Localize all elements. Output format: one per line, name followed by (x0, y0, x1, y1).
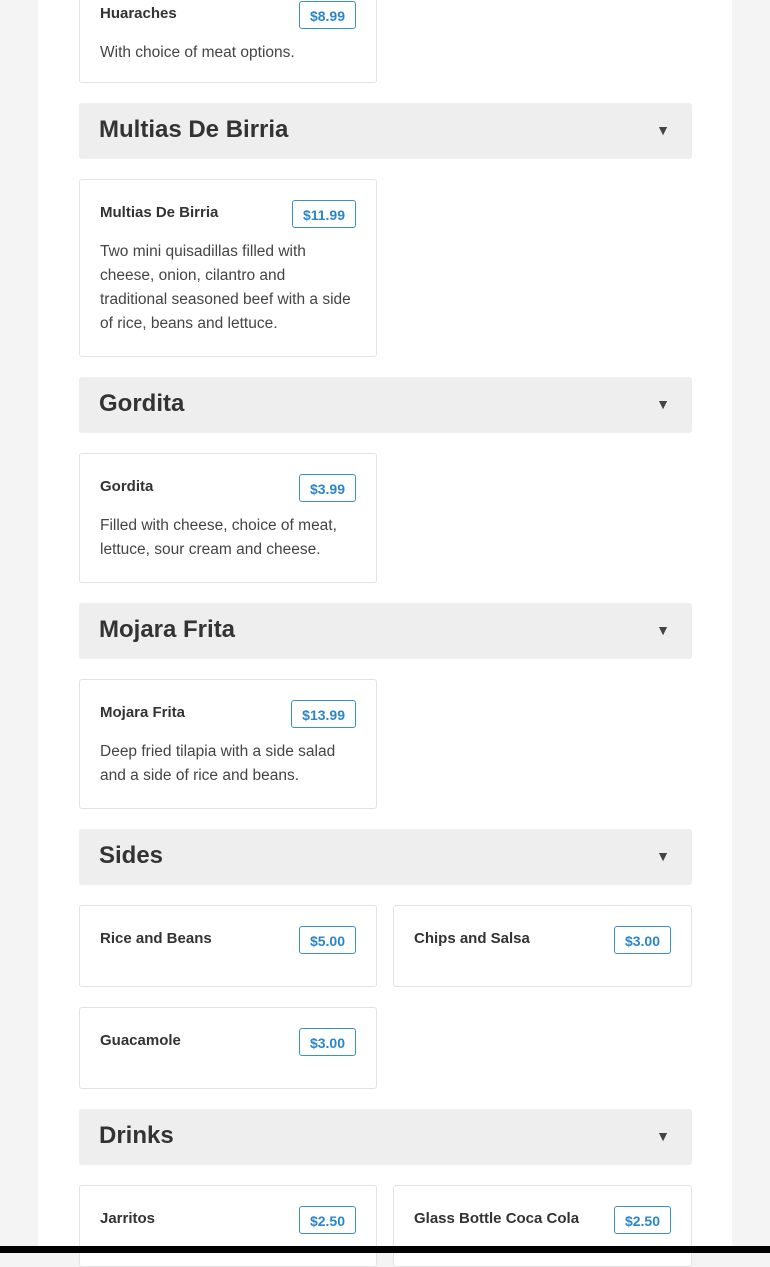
item-price: $3.99 (299, 474, 356, 502)
item-price: $2.50 (299, 1206, 356, 1234)
section-title: Sides (99, 842, 164, 869)
item-price: $8.99 (299, 1, 356, 29)
menu-item-card[interactable] (79, 1185, 377, 1267)
item-name: Glass Bottle Coca Cola (414, 1210, 580, 1227)
item-price: $3.00 (614, 926, 671, 954)
caret-down-icon: ▼ (656, 848, 670, 864)
bottom-edge-bar (0, 1246, 770, 1253)
item-price: $11.99 (292, 200, 356, 228)
section-title: Multias De Birria (99, 116, 289, 143)
item-name: Gordita (100, 478, 154, 495)
menu-item-card[interactable] (393, 1185, 692, 1267)
section-title: Drinks (99, 1122, 174, 1149)
menu-item-card[interactable] (79, 453, 377, 583)
menu-item-card[interactable] (79, 1007, 377, 1089)
section-header-mojara-frita[interactable] (79, 603, 692, 659)
item-price: $2.50 (614, 1206, 671, 1234)
item-price: $13.99 (291, 700, 356, 728)
item-name: Multias De Birria (100, 204, 219, 221)
menu-item-card[interactable] (79, 0, 377, 83)
item-name: Mojara Frita (100, 704, 186, 721)
caret-down-icon: ▼ (656, 122, 670, 138)
item-name: Huaraches (100, 5, 177, 22)
menu-item-card[interactable] (79, 179, 377, 357)
section-header-gordita[interactable] (79, 377, 692, 433)
item-name: Guacamole (100, 1032, 181, 1049)
menu-item-card[interactable] (79, 905, 377, 987)
section-header-multias-de-birria[interactable] (79, 103, 692, 159)
item-price: $3.00 (299, 1028, 356, 1056)
caret-down-icon: ▼ (656, 1128, 670, 1144)
section-title: Mojara Frita (99, 616, 236, 643)
section-header-sides[interactable] (79, 829, 692, 885)
item-name: Rice and Beans (100, 930, 212, 947)
item-description: Filled with cheese, choice of meat, lettuce, sour cream and cheese. (100, 517, 337, 558)
menu-item-card[interactable] (393, 905, 692, 987)
item-price: $5.00 (299, 926, 356, 954)
section-title: Gordita (99, 390, 185, 417)
item-description: Deep fried tilapia with a side salad and a side of rice and beans. (100, 743, 336, 784)
menu-item-card[interactable] (79, 679, 377, 809)
caret-down-icon: ▼ (656, 396, 670, 412)
section-header-drinks[interactable] (79, 1109, 692, 1165)
caret-down-icon: ▼ (656, 622, 670, 638)
item-description: With choice of meat options. (100, 44, 295, 61)
item-name: Jarritos (100, 1210, 156, 1227)
item-description: Two mini quisadillas filled with cheese, onion, cilantro and traditional seasoned beef with a side of rice, beans and lettuce. (100, 243, 351, 332)
item-name: Chips and Salsa (414, 930, 530, 947)
